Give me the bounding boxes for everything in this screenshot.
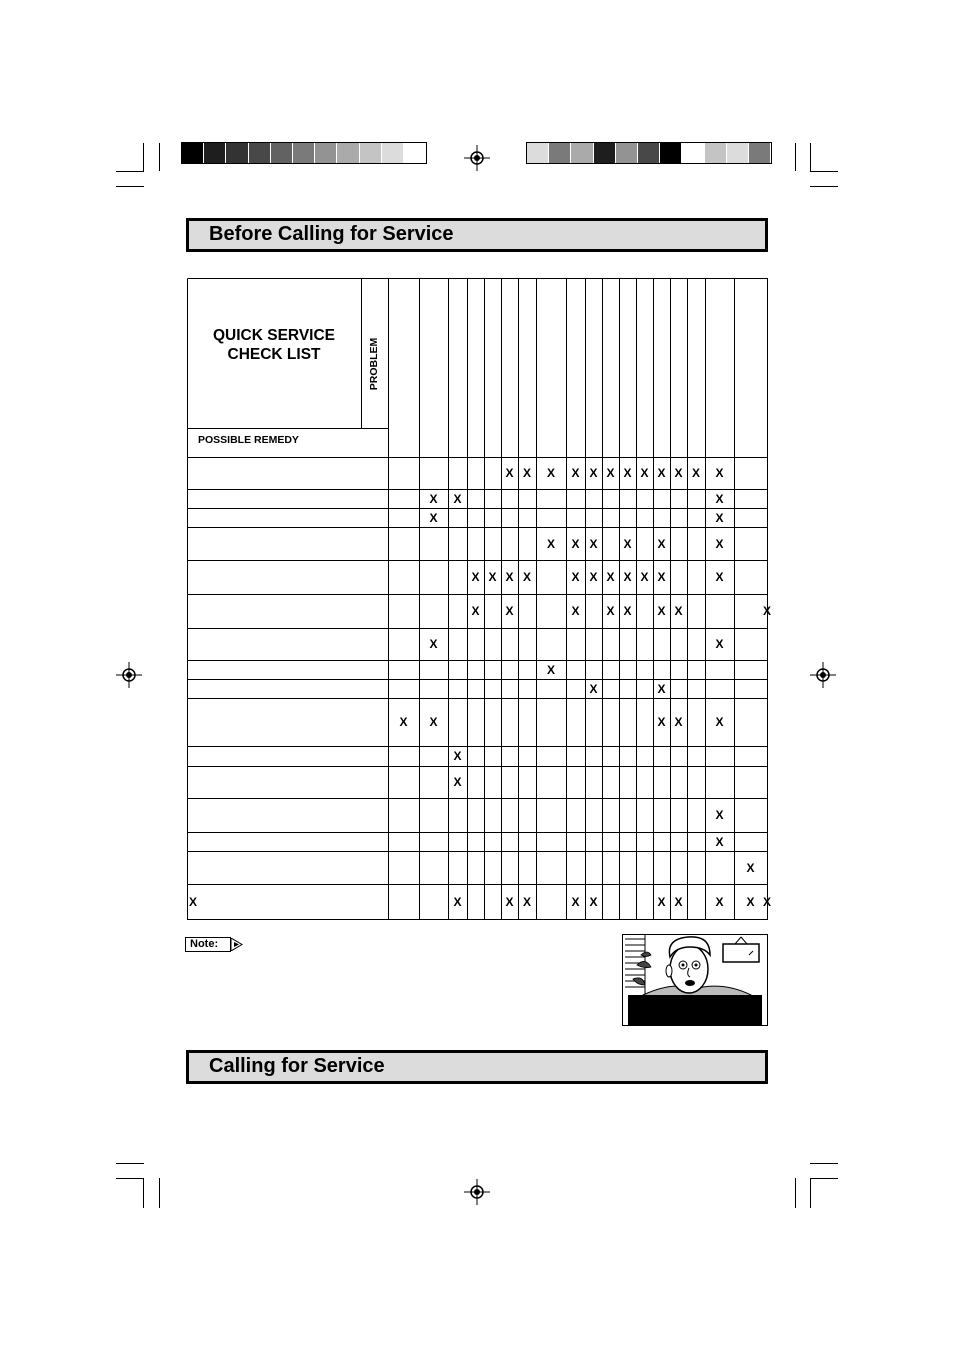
crop-mark [810,143,811,171]
check-mark: X [715,510,724,525]
check-mark: X [623,570,632,584]
registration-target-icon [810,662,836,688]
note-label: Note: [185,937,231,952]
check-mark: X [606,466,615,480]
check-mark: X [657,604,666,618]
check-mark: X [522,894,531,909]
section-header-before-calling [186,218,768,252]
crop-mark [810,171,838,172]
grayscale-swatch [226,143,248,163]
check-mark: X [505,466,514,480]
check-mark: X [546,536,555,551]
check-mark: X [640,466,649,480]
check-mark: X [674,894,683,909]
check-mark: X [429,491,438,506]
check-mark: X [715,491,724,506]
check-mark: X [546,662,555,677]
check-mark: X [715,715,724,729]
grayscale-swatch [660,143,682,163]
check-mark: X [453,775,462,789]
possible-remedy-label: POSSIBLE REMEDY [198,434,299,446]
check-mark: X [657,894,666,909]
grayscale-swatch [360,143,382,163]
check-mark: X [606,570,615,584]
check-mark: X [715,466,724,480]
check-mark: X [623,604,632,618]
grayscale-swatch [638,143,660,163]
check-mark: X [429,510,438,525]
check-mark: X [715,637,724,651]
check-mark: X [488,570,497,584]
check-mark: X [746,860,755,875]
crop-mark [143,1178,144,1208]
check-mark: X [188,894,197,909]
check-mark: X [471,604,480,618]
check-mark: X [691,466,700,480]
grayscale-swatch [594,143,616,163]
check-mark: X [623,466,632,480]
grayscale-swatch [337,143,359,163]
check-mark: X [505,604,514,618]
grayscale-strip-right [526,142,772,164]
grayscale-swatch [527,143,549,163]
check-mark: X [623,536,632,551]
check-mark: X [571,894,580,909]
grayscale-swatch [571,143,593,163]
grayscale-swatch [705,143,727,163]
check-mark: X [471,570,480,584]
check-mark: X [715,834,724,849]
crop-mark [116,186,144,187]
crop-mark [810,186,838,187]
grayscale-swatch [549,143,571,163]
problem-label: PROBLEM [368,337,380,391]
registration-target-icon [464,145,490,171]
check-mark: X [453,749,462,763]
check-mark: X [715,536,724,551]
check-mark: X [589,894,598,909]
check-mark: X [571,604,580,618]
check-mark: X [762,604,771,618]
checklist-title-line1: QUICK SERVICE [212,327,336,344]
check-mark: X [589,681,598,696]
check-mark: X [674,604,683,618]
crop-mark [795,143,796,171]
confused-man-illustration [622,934,768,1026]
grayscale-swatch [727,143,749,163]
check-mark: X [657,570,666,584]
crop-mark [116,1163,144,1164]
checklist-marks [187,278,771,920]
crop-mark [810,1163,838,1164]
check-mark: X [522,466,531,480]
check-mark: X [657,536,666,551]
grayscale-swatch [616,143,638,163]
grayscale-swatch [315,143,337,163]
check-mark: X [429,715,438,729]
crop-mark [143,143,144,171]
check-mark: X [762,894,771,909]
check-mark: X [606,604,615,618]
check-mark: X [715,894,724,909]
check-mark: X [399,715,408,729]
crop-mark [810,1178,811,1208]
grayscale-swatch [682,143,704,163]
check-mark: X [674,466,683,480]
check-mark: X [571,536,580,551]
check-mark: X [674,715,683,729]
check-mark: X [657,466,666,480]
crop-mark [795,1178,796,1208]
quick-service-check-list [187,278,771,920]
crop-mark [116,1178,144,1179]
grayscale-swatch [271,143,293,163]
check-mark: X [453,894,462,909]
checklist-title-line2: CHECK LIST [227,346,321,363]
grayscale-swatch [182,143,204,163]
check-mark: X [505,570,514,584]
check-mark: X [657,715,666,729]
check-mark: X [715,808,724,822]
check-mark: X [657,681,666,696]
arrow-right-icon [231,938,243,951]
grayscale-swatch [293,143,315,163]
check-mark: X [589,536,598,551]
check-mark: X [453,491,462,506]
grayscale-swatch [204,143,226,163]
grayscale-strip-left [181,142,427,164]
check-mark: X [640,570,649,584]
registration-target-icon [464,1179,490,1205]
cartoon-person-icon [623,935,768,1026]
check-mark: X [589,570,598,584]
check-mark: X [715,570,724,584]
section-title: Calling for Service [209,1055,385,1077]
grayscale-swatch [249,143,271,163]
check-mark: X [571,570,580,584]
check-mark: X [505,894,514,909]
grayscale-swatch [749,143,771,163]
grayscale-swatch [382,143,404,163]
section-header-calling-for-service [186,1050,768,1084]
check-mark: X [589,466,598,480]
page-title: Before Calling for Service [209,223,454,245]
check-mark: X [546,466,555,480]
crop-mark [159,143,160,171]
registration-target-icon [116,662,142,688]
crop-mark [116,171,144,172]
crop-mark [159,1178,160,1208]
check-mark: X [429,637,438,651]
check-mark: X [746,894,755,909]
crop-mark [810,1178,838,1179]
grayscale-swatch [404,143,426,163]
check-mark: X [522,570,531,584]
check-mark: X [571,466,580,480]
